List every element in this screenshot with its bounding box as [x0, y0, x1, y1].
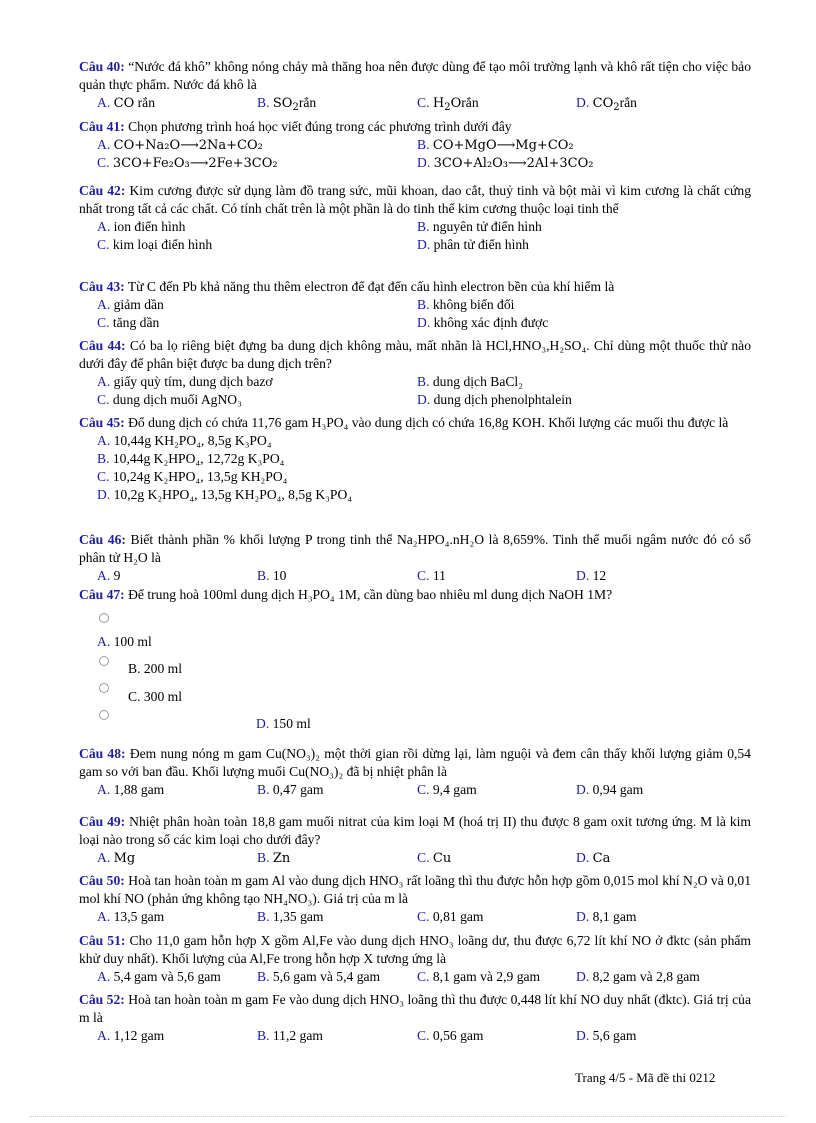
option-b: B. 11,2 gam: [257, 1028, 323, 1043]
question-number: Câu 50:: [79, 873, 125, 888]
radio-option-a[interactable]: [99, 613, 109, 623]
option-a: A. 1,88 gam: [97, 782, 165, 797]
option-d: D. phân tử điển hình: [417, 237, 529, 252]
option-c: C. kim loại điển hình: [97, 237, 213, 252]
options: [79, 432, 751, 504]
question-number: Câu 44:: [79, 338, 126, 353]
option-c: C. 11: [417, 568, 446, 583]
option-a: A. 100 ml: [97, 634, 152, 649]
option-a: A. 5,4 gam và 5,6 gam: [97, 969, 221, 984]
option-b: B. 5,6 gam và 5,4 gam: [257, 969, 381, 984]
option-d: D. 8,2 gam và 2,8 gam: [576, 969, 700, 984]
question-text: Hoà tan hoàn toàn m gam Al vào dung dịch HNO₃ rất loãng thì thu được hỗn hợp gồm 0,015 mol khí N₂O và 0,01 mol khí NO (phản ứng không tạo NH₄NO₃). Giá trị của m là: [79, 873, 752, 906]
option-d: D. 5,6 gam: [576, 1028, 637, 1043]
radio-option-d[interactable]: [99, 710, 109, 720]
question-number: Câu 48:: [79, 746, 126, 761]
option-d: D. 150 ml: [256, 716, 311, 731]
options: [79, 781, 751, 799]
question-42: [79, 182, 751, 254]
question-text: Nhiệt phân hoàn toàn 18,8 gam muối nitrat của kim loại M (hoá trị II) thu được 8 gam oxit tương ứng. M là kim loại nào trong số các kim loại cho dưới đây?: [79, 814, 751, 847]
option-c: C. Cu: [417, 850, 452, 866]
question-47: [79, 586, 751, 604]
question-40: [79, 58, 751, 112]
option-a: A. CO+Na₂O⟶2Na+CO₂: [97, 137, 263, 153]
option-b: B. 10,44g K₂HPO₄, 12,72g K₃PO₄: [97, 451, 285, 466]
radio-option-b[interactable]: [99, 656, 109, 666]
options: [79, 218, 751, 254]
option-c: C. dung dịch muối AgNO₃: [97, 392, 242, 407]
question-number: Câu 41:: [79, 119, 125, 134]
option-c: C. 8,1 gam và 2,9 gam: [417, 969, 541, 984]
option-a: A. 13,5 gam: [97, 909, 165, 924]
option-c: C. 300 ml: [128, 689, 183, 704]
question-49: [79, 813, 751, 867]
options: [79, 567, 751, 585]
option-a: A. 10,44g KH₂PO₄, 8,5g K₃PO₄: [97, 433, 272, 448]
options: [79, 908, 751, 926]
question-52: [79, 991, 751, 1045]
option-b: B. 0,47 gam: [257, 782, 324, 797]
question-45: [79, 414, 751, 504]
options: [79, 94, 751, 112]
question-text: Biết thành phần % khối lượng P trong tinh thể Na₂HPO₄.nH₂O là 8,659%. Tinh thể muối ngâm nước đó có số phân tử H₂O là: [79, 532, 751, 565]
option-b: B. 200 ml: [128, 661, 183, 676]
question-text: Đem nung nóng m gam Cu(NO₃)₂ một thời gian rồi dừng lại, làm nguội và đem cân thấy khối lượng giảm 0,54 gam so với ban đầu. Khối lượng muối Cu(NO₃)₂ đã bị nhiệt phân là: [79, 746, 751, 779]
option-c: C. 0,56 gam: [417, 1028, 484, 1043]
question-46: [79, 531, 751, 585]
option-a: A. CO rắn: [97, 95, 155, 111]
question-number: Câu 45:: [79, 415, 125, 430]
option-a: A. Mg: [97, 850, 136, 866]
question-43: [79, 278, 751, 332]
question-text: Hoà tan hoàn toàn m gam Fe vào dung dịch HNO₃ loãng thì thu được 0,448 lít khí NO duy nhất (đktc). Giá trị của m là: [79, 992, 751, 1025]
option-b: B. Zn: [257, 850, 291, 866]
page-bottom-divider: [30, 1116, 786, 1117]
option-c: C. 9,4 gam: [417, 782, 477, 797]
radio-option-c[interactable]: [99, 683, 109, 693]
option-a: A. giảm dần: [97, 297, 164, 312]
option-a: A. giấy quỳ tím, dung dịch bazơ: [97, 374, 273, 389]
option-d: D. 10,2g K₂HPO₄, 13,5g KH₂PO₄, 8,5g K₃PO₄: [97, 487, 353, 502]
question-text: Chọn phương trình hoá học viết đúng trong các phương trình dưới đây: [124, 119, 512, 134]
question-text: Có ba lọ riêng biệt đựng ba dung dịch không màu, mất nhãn là HCl,HNO₃,H₂SO₄. Chỉ dùng một thuốc thử nào dưới đây để phân biệt được ba dung dịch trên?: [79, 338, 751, 371]
options: [79, 1027, 751, 1045]
options: [79, 373, 751, 409]
question-text: “Nước đá khô” không nóng chảy mà thăng hoa nên được dùng để tạo môi trường lạnh và khô rất tiện cho việc bảo quản thực phẩm. Nước đá khô là: [79, 59, 751, 92]
option-a: A. 9: [97, 568, 121, 583]
option-d: D. 12: [576, 568, 607, 583]
question-text: Từ C đến Pb khả năng thu thêm electron để đạt đến cấu hình electron bền của khí hiếm là: [124, 279, 615, 294]
option-c: C. 0,81 gam: [417, 909, 484, 924]
question-48: [79, 745, 751, 799]
option-b: B. 1,35 gam: [257, 909, 324, 924]
question-number: Câu 47:: [79, 587, 125, 602]
question-number: Câu 49:: [79, 814, 126, 829]
question-text: Để trung hoà 100ml dung dịch H₃PO₄ 1M, cần dùng bao nhiêu ml dung dịch NaOH 1M?: [124, 587, 613, 602]
question-number: Câu 46:: [79, 532, 126, 547]
question-number: Câu 52:: [79, 992, 125, 1007]
question-41: [79, 118, 751, 172]
question-51: [79, 932, 751, 986]
options: [79, 968, 751, 986]
option-c: C. $H_2Orắn$: [417, 95, 479, 113]
option-b: B. CO+MgO⟶Mg+CO₂: [417, 137, 574, 153]
question-number: Câu 40:: [79, 59, 125, 74]
option-d: D. 0,94 gam: [576, 782, 644, 797]
option-b: B. $SO_2rắn$: [257, 95, 317, 113]
option-d: D. 3CO+Al₂O₃⟶2Al+3CO₂: [417, 155, 594, 171]
question-50: [79, 872, 751, 926]
option-b: B. nguyên tử điển hình: [417, 219, 542, 234]
options: [79, 849, 751, 867]
option-a: A. 1,12 gam: [97, 1028, 165, 1043]
question-44: [79, 337, 751, 409]
question-number: Câu 43:: [79, 279, 125, 294]
options: [79, 296, 751, 332]
option-d: D. dung dịch phenolphtalein: [417, 392, 572, 407]
question-text: Kim cương được sử dụng làm đồ trang sức, mũi khoan, dao cắt, thuỷ tinh và bột mài vì kim cương là chất cứng nhất trong tất cả các chất. Có tính chất trên là một phần là do tinh thể kim cương thuộc loại tinh thể: [79, 183, 751, 216]
option-c: C. 10,24g K₂HPO₄, 13,5g KH₂PO₄: [97, 469, 288, 484]
option-d: D. 8,1 gam: [576, 909, 637, 924]
option-b: B. 10: [257, 568, 287, 583]
option-d: D. Ca: [576, 850, 611, 866]
option-c: C. tăng dần: [97, 315, 160, 330]
option-d: D. $CO_2rắn$: [576, 95, 637, 113]
option-b: B. không biến đổi: [417, 297, 515, 312]
question-number: Câu 42:: [79, 183, 126, 198]
option-c: C. 3CO+Fe₂O₃⟶2Fe+3CO₂: [97, 155, 278, 171]
option-b: B. dung dịch BaCl₂: [417, 374, 523, 389]
question-text: Cho 11,0 gam hỗn hợp X gồm Al,Fe vào dung dịch HNO₃ loãng dư, thu được 6,72 lít khí NO ở đktc (sản phẩm khử duy nhất). Khối lượng của Al,Fe trong hỗn hợp X tương ứng là: [79, 933, 751, 966]
question-text: Đổ dung dịch có chứa 11,76 gam H₃PO₄ vào dung dịch có chứa 16,8g KOH. Khối lượng các muối thu được là: [124, 415, 729, 430]
option-a: A. ion điển hình: [97, 219, 186, 234]
options: [79, 136, 751, 172]
question-number: Câu 51:: [79, 933, 126, 948]
page-footer: Trang 4/5 - Mã đề thi 0212: [575, 1070, 716, 1085]
option-d: D. không xác định được: [417, 315, 549, 330]
